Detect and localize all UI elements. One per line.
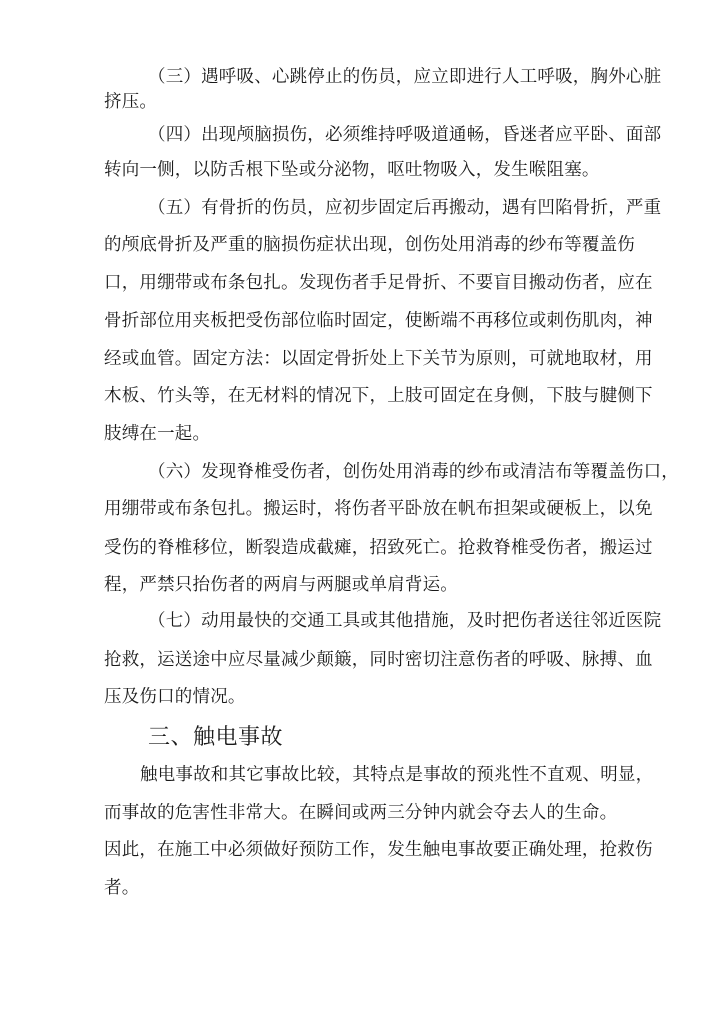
paragraph-5-line-1: （五）有骨折的伤员，应初步固定后再搬动，遇有凹陷骨折，严重: [148, 198, 662, 218]
paragraph-7-line-2: 抢救，运送途中应尽量减少颠簸，同时密切注意伤者的呼吸、脉搏、血: [104, 650, 653, 670]
paragraph-6-line-1: （六）发现脊椎受伤者，创伤处用消毒的纱布或清洁布等覆盖伤口，: [148, 462, 679, 482]
paragraph-7-line-3: 压及伤口的情况。: [104, 687, 246, 707]
section-body-line-3: 因此，在施工中必须做好预防工作，发生触电事故要正确处理，抢救伤: [104, 840, 653, 860]
section-body-line-1: 触电事故和其它事故比较，其特点是事故的预兆性不直观、明显，: [140, 765, 654, 785]
paragraph-5-line-4: 骨折部位用夹板把受伤部位临时固定，使断端不再移位或刺伤肌肉，神: [104, 311, 653, 331]
paragraph-6-line-3: 受伤的脊椎移位，断裂造成截瘫，招致死亡。抢救脊椎受伤者，搬运过: [104, 538, 653, 558]
section-body-line-2: 而事故的危害性非常大。在瞬间或两三分钟内就会夺去人的生命。: [104, 803, 618, 823]
paragraph-6-line-2: 用绷带或布条包扎。搬运时，将伤者平卧放在帆布担架或硬板上，以免: [104, 499, 653, 519]
paragraph-5-line-3: 口，用绷带或布条包扎。发现伤者手足骨折、不要盲目搬动伤者，应在: [104, 273, 653, 293]
paragraph-4-line-1: （四）出现颅脑损伤，必须维持呼吸道通畅，昏迷者应平卧、面部: [148, 125, 662, 145]
paragraph-4-line-2: 转向一侧，以防舌根下坠或分泌物，呕吐物吸入，发生喉阻塞。: [104, 160, 600, 180]
paragraph-6-line-4: 程，严禁只抬伤者的两肩与两腿或单肩背运。: [104, 575, 458, 595]
paragraph-5-line-2: 的颅底骨折及严重的脑损伤症状出现，创伤处用消毒的纱布等覆盖伤: [104, 235, 635, 255]
paragraph-3-line-1: （三）遇呼吸、心跳停止的伤员，应立即进行人工呼吸，胸外心脏: [148, 67, 662, 87]
paragraph-7-line-1: （七）动用最快的交通工具或其他措施，及时把伤者送往邻近医院: [148, 611, 662, 631]
paragraph-5-line-6: 木板、竹头等，在无材料的情况下，上肢可固定在身侧，下肢与腱侧下: [104, 386, 653, 406]
section-heading: 三、触电事故: [148, 725, 284, 750]
paragraph-5-line-7: 肢缚在一起。: [104, 424, 211, 444]
section-body-line-4: 者。: [104, 878, 140, 898]
paragraph-3-line-2: 挤压。: [104, 92, 158, 112]
paragraph-5-line-5: 经或血管。固定方法：以固定骨折处上下关节为原则，可就地取材，用: [104, 349, 653, 369]
